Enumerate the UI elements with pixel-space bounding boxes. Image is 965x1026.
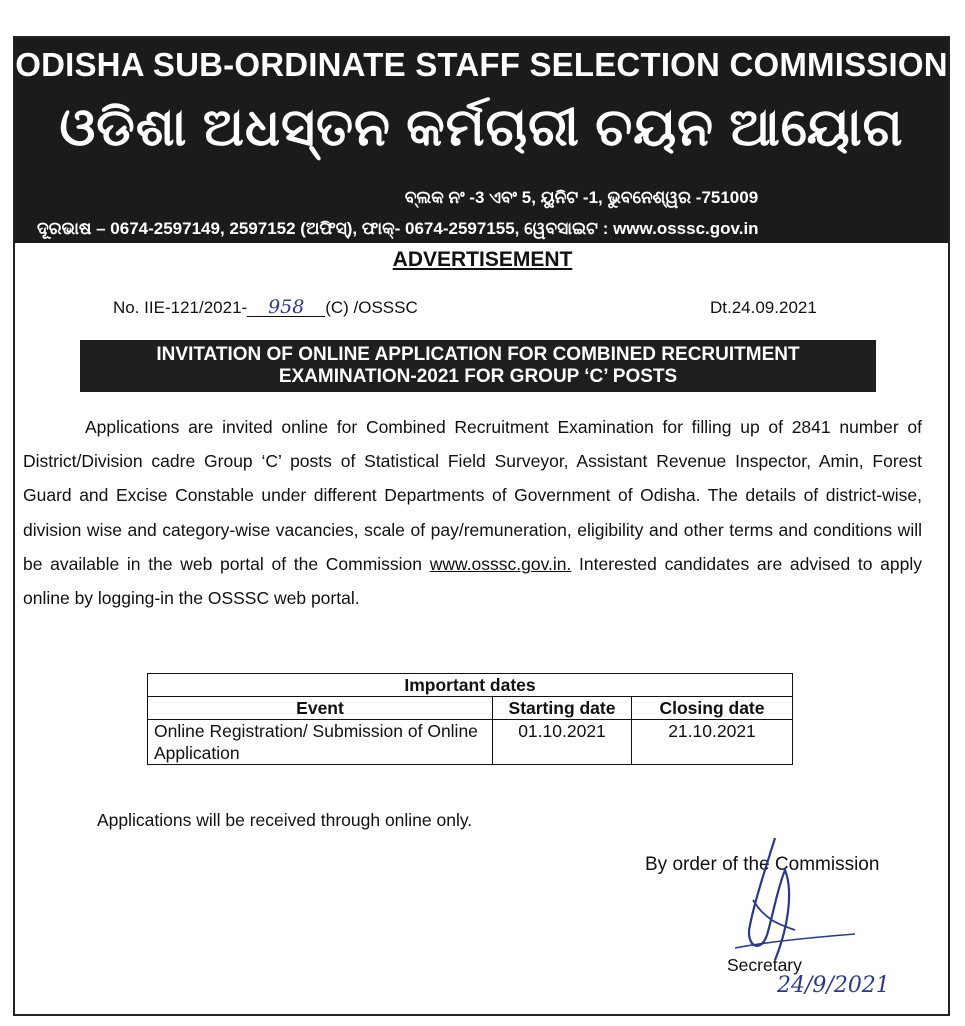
- signatory-title: Secretary: [727, 955, 802, 975]
- ref-handwritten-number: 958: [247, 298, 325, 317]
- cell-closing-date: 21.10.2021: [632, 720, 793, 765]
- body-text-1: Applications are invited online for Combined Recruitment Examination for filling up of 2841 number of District/Division cadre Group ‘C’ posts of Statistical Field Surveyor, Assistant Revenue Inspector, Amin, Forest Guard and Excise Constable under different Departments of Government of Odisha. The details of district-wise, division wise and category-wise vacancies, scale of pay/remuneration, eligibility and other terms and conditions will be available in the web portal of the Commission: [23, 417, 922, 574]
- order-line: By order of the Commission: [645, 854, 880, 875]
- invitation-banner: [80, 340, 876, 392]
- ref-prefix: No. IIE-121/2021-: [113, 298, 248, 317]
- letterhead: [15, 38, 948, 243]
- commission-name-english: ODISHA SUB-ORDINATE STAFF SELECTION COMMISSION: [15, 46, 948, 83]
- column-header-closing-date: Closing date: [632, 697, 793, 720]
- advertisement-title: ADVERTISEMENT: [392, 248, 573, 271]
- advertisement-heading: [0, 248, 965, 272]
- invitation-line-1: INVITATION OF ONLINE APPLICATION FOR COMBINED RECRUITMENT: [156, 344, 800, 365]
- commission-name-odia: ଓଡିଶା ଅଧସ୍ତନ କର୍ମଚାରୀ ଚୟନ ଆୟୋଗ: [59, 99, 904, 157]
- document-date: Dt.24.09.2021: [710, 298, 817, 317]
- ref-suffix: (C) /OSSSC: [325, 298, 418, 317]
- table-row: [148, 720, 793, 765]
- table-caption: Important dates: [148, 674, 793, 697]
- body-text-2: Interested candidates are advised to apply online by logging-in the OSSSC web portal.: [23, 553, 922, 609]
- website-link[interactable]: www.osssc.gov.in.: [429, 553, 572, 574]
- advertisement-body: [23, 410, 922, 615]
- cell-event: Online Registration/ Submission of Online Application: [148, 720, 493, 765]
- online-only-note: Applications will be received through online only.: [97, 810, 473, 830]
- column-header-starting-date: Starting date: [493, 697, 632, 720]
- commission-address: ବ୍ଲକ ନଂ -3 ଏବଂ 5, ୟୁନିଟ -1, ଭୁବନେଶ୍ୱର -751009: [404, 188, 759, 207]
- signature-date: 24/9/2021: [777, 973, 890, 998]
- commission-contact: ଦୂରଭାଷ – 0674-2597149, 2597152 (ଅଫିସ୍), ଫାକ୍- 0674-2597155, ୱେବସାଇଟ : www.osssc.gov.in: [37, 219, 759, 238]
- cell-start-date: 01.10.2021: [493, 720, 632, 765]
- column-header-event: Event: [148, 697, 493, 720]
- important-dates-table: [147, 673, 793, 765]
- reference-number: [113, 298, 418, 318]
- invitation-line-2: EXAMINATION-2021 FOR GROUP ‘C’ POSTS: [278, 366, 678, 387]
